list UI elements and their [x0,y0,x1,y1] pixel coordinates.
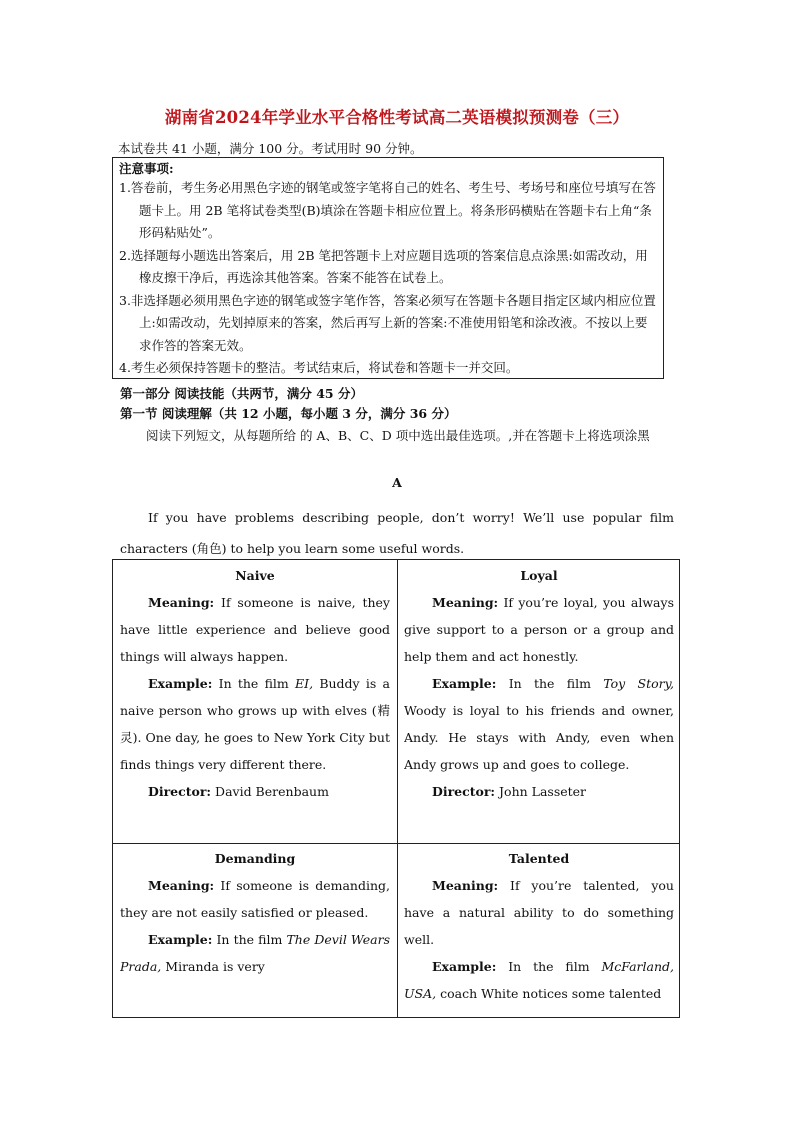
example-row [404,953,674,1007]
table-cell-naive [120,562,390,840]
example-text: Buddy is a naive person who grows up with elves (精灵). One day, he goes to New York City but finds things very different there. [120,676,390,772]
meaning-label: Meaning: [148,595,215,610]
example-label: Example: [148,932,213,947]
table-cell-talented [404,845,674,1017]
example-label: Example: [432,676,497,691]
word-heading: Naive [235,568,275,583]
part-heading: 第一部分 阅读技能（共两节，满分 45 分） [120,386,363,401]
meaning-text: If you’re loyal, you always give support to a person or a group and help them and act honestly. [404,595,674,664]
word-heading: Talented [508,851,570,866]
director-row [120,778,390,805]
table-cell-demanding [120,845,390,1017]
section-heading: 第一节 阅读理解（共 12 小题，每小题 3 分，满分 36 分） [120,406,457,421]
example-row [404,670,674,778]
table-cell-loyal [404,562,674,840]
notice-item: 3.非选择题必须用黑色字迹的钢笔或签字笔作答，答案必须写在答题卡各题目指定区域内相应位置上:如需改动，先划掉原来的答案，然后再写上新的答案:不准使用铅笔和涂改液。不按以上要求作答的答案无效。 [119,292,656,353]
meaning-text: If someone is demanding, they are not easily satisfied or pleased. [120,878,390,920]
example-pre: In the film [216,932,283,947]
film-title: The Devil Wears Prada, [120,932,390,974]
film-title: Toy Story, [603,676,674,691]
meaning-label: Meaning: [432,595,499,610]
example-text: Miranda is very [165,959,265,974]
word-heading: Loyal [520,568,558,583]
meaning-text: If someone is naive, they have little experience and believe good things will always happen. [120,595,390,664]
instruction-text: 阅读下列短文，从每题所给 的 A、B、C、D 项中选出最佳选项。,并在答题卡上将选项涂黑 [146,428,650,443]
meaning-label: Meaning: [432,878,499,893]
example-text: coach White notices some talented [440,986,662,1001]
meaning-row [404,589,674,670]
meaning-text: If you’re talented, you have a natural ability to do something well. [404,878,674,947]
director-name: David Berenbaum [215,784,329,799]
table-divider-horizontal [113,843,679,844]
meaning-row [404,872,674,953]
vocabulary-table [112,559,680,1018]
example-pre: In the film [508,959,590,974]
example-pre: In the film [508,676,591,691]
example-label: Example: [432,959,497,974]
notice-item: 1.答卷前，考生务必用黑色字迹的钢笔或签字笔将自己的姓名、考生号、考场号和座位号填写在答题卡上。用 2B 笔将试卷类型(B)填涂在答题卡相应位置上。将条形码横贴在答题卡右上角“条形码粘贴处”。 [119,180,656,240]
table-divider-vertical [397,560,398,1017]
director-name: John Lasseter [499,784,587,799]
example-label: Example: [148,676,213,691]
exam-title: 湖南省2024年学业水平合格性考试高二英语模拟预测卷（三） [164,108,630,127]
film-title: McFarland, USA, [404,959,674,1001]
notice-item: 4.考生必须保持答题卡的整洁。考试结束后，将试卷和答题卡一并交回。 [119,360,519,375]
exam-intro: 本试卷共 41 小题，满分 100 分。考试用时 90 分钟。 [118,141,423,156]
director-row [404,778,674,805]
notice-box [112,157,664,379]
notice-heading: 注意事项: [119,161,174,176]
meaning-row [120,872,390,926]
example-row [120,926,390,980]
director-label: Director: [148,784,212,799]
film-title: EI, [295,676,314,691]
meaning-row [120,589,390,670]
notice-item: 2.选择题每小题选出答案后，用 2B 笔把答题卡上对应题目选项的答案信息点涂黑:如需改动，用橡皮擦干净后，再选涂其他答案。答案不能答在试卷上。 [119,247,648,285]
director-label: Director: [432,784,496,799]
example-row [120,670,390,778]
word-heading: Demanding [214,851,296,866]
example-pre: In the film [218,676,289,691]
passage-intro: If you have problems describing people, don’t worry! We’ll use popular film characters (角色) to help you learn some useful words. [120,510,674,556]
meaning-label: Meaning: [148,878,215,893]
passage-letter: A [392,475,402,490]
example-text: Woody is loyal to his friends and owner, Andy. He stays with Andy, even when Andy grows up and goes to college. [404,703,674,772]
